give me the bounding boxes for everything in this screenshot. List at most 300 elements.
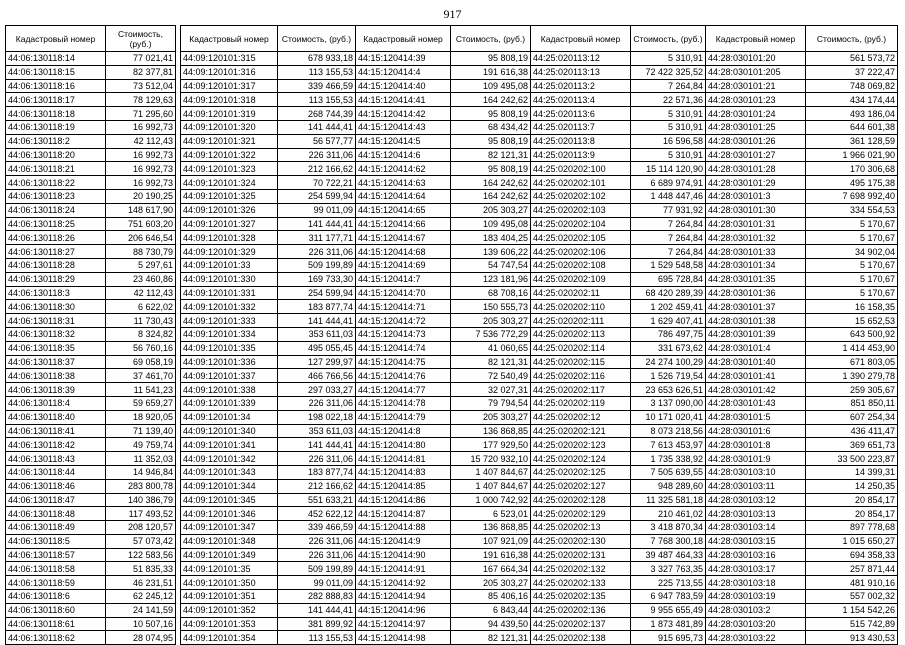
cost-cell: 117 493,52 [106, 507, 176, 521]
table-row [181, 79, 356, 93]
cadastral-number-cell: 44:28:030101:3 [706, 189, 806, 203]
cadastral-number-cell: 44:06:130118:25 [6, 217, 106, 231]
table-row [6, 134, 176, 148]
cost-cell: 183 877,74 [278, 465, 356, 479]
cost-cell: 183 404,25 [451, 231, 531, 245]
cost-cell: 20 854,17 [806, 507, 898, 521]
table-row [706, 548, 898, 562]
cadastral-number-cell: 44:06:130118:35 [6, 341, 106, 355]
cadastral-number-cell: 44:25:020202:109 [531, 272, 631, 286]
cost-cell: 139 606,22 [451, 245, 531, 259]
table-row [531, 383, 706, 397]
table-row [181, 534, 356, 548]
cost-cell: 353 611,03 [278, 327, 356, 341]
cadastral-number-cell: 44:09:120101:321 [181, 134, 278, 148]
cost-cell: 1 629 407,41 [631, 314, 706, 328]
cadastral-number-cell: 44:09:120101:348 [181, 534, 278, 548]
header-cost: Стоимость, (руб.) [631, 26, 706, 52]
cost-cell: 282 888,83 [278, 590, 356, 604]
cadastral-number-cell: 44:06:130118:19 [6, 120, 106, 134]
cadastral-number-cell: 44:06:130118:28 [6, 258, 106, 272]
table-row [356, 79, 531, 93]
table-row [356, 327, 531, 341]
cost-cell: 551 633,21 [278, 493, 356, 507]
table-row [356, 314, 531, 328]
table-row [531, 590, 706, 604]
cost-cell: 205 303,27 [451, 410, 531, 424]
cost-cell: 141 444,41 [278, 120, 356, 134]
table-row [706, 93, 898, 107]
cost-cell: 915 695,73 [631, 631, 706, 645]
cadastral-number-cell: 44:09:120101:315 [181, 52, 278, 66]
cadastral-number-cell: 44:06:130118:41 [6, 424, 106, 438]
table-row [6, 521, 176, 535]
cadastral-number-cell: 44:06:130118:32 [6, 327, 106, 341]
table-row [181, 452, 356, 466]
cadastral-number-cell: 44:25:020202:138 [531, 631, 631, 645]
cost-cell: 3 418 870,34 [631, 521, 706, 535]
cost-cell: 150 555,73 [451, 300, 531, 314]
cadastral-number-cell: 44:06:130118:17 [6, 93, 106, 107]
table-row [706, 576, 898, 590]
cost-cell: 164 242,62 [451, 189, 531, 203]
cadastral-number-cell: 44:15:120414:4 [356, 65, 451, 79]
table-row [181, 258, 356, 272]
cadastral-number-cell: 44:25:020202:131 [531, 548, 631, 562]
cost-cell: 41 060,65 [451, 341, 531, 355]
cost-cell: 170 306,68 [806, 162, 898, 176]
cost-cell: 226 311,06 [278, 245, 356, 259]
cost-cell: 1 414 453,90 [806, 341, 898, 355]
cadastral-number-cell: 44:28:030101:205 [706, 65, 806, 79]
cadastral-number-cell: 44:28:030101:34 [706, 258, 806, 272]
cadastral-number-cell: 44:25:020202:124 [531, 452, 631, 466]
table-row [181, 189, 356, 203]
table-row [356, 576, 531, 590]
cadastral-number-cell: 44:09:120101:335 [181, 341, 278, 355]
cost-cell: 15 652,53 [806, 314, 898, 328]
table-row [706, 148, 898, 162]
cadastral-table [180, 25, 356, 645]
cadastral-number-cell: 44:15:120414:64 [356, 189, 451, 203]
cost-cell: 671 803,05 [806, 355, 898, 369]
table-row [6, 369, 176, 383]
cost-cell: 77 931,92 [631, 203, 706, 217]
table-row [531, 65, 706, 79]
cost-cell: 311 177,71 [278, 231, 356, 245]
cadastral-number-cell: 44:25:020202:135 [531, 590, 631, 604]
cadastral-number-cell: 44:15:120414:90 [356, 548, 451, 562]
cost-cell: 226 311,06 [278, 452, 356, 466]
cost-cell: 1 407 844,67 [451, 465, 531, 479]
cadastral-number-cell: 44:28:030101:20 [706, 52, 806, 66]
cadastral-number-cell: 44:28:030103:14 [706, 521, 806, 535]
cost-cell: 95 808,19 [451, 134, 531, 148]
table-row [356, 217, 531, 231]
header-cost: Стоимость, (руб.) [451, 26, 531, 52]
table-row [6, 327, 176, 341]
table-row [6, 272, 176, 286]
table-row [6, 79, 176, 93]
cadastral-number-cell: 44:25:020202:132 [531, 562, 631, 576]
table-row [181, 107, 356, 121]
cadastral-number-cell: 44:28:030101:38 [706, 314, 806, 328]
table-row [706, 562, 898, 576]
cadastral-number-cell: 44:09:120101:326 [181, 203, 278, 217]
cost-cell: 5 310,91 [631, 52, 706, 66]
table-row [356, 548, 531, 562]
table-row [356, 341, 531, 355]
cadastral-number-cell: 44:06:130118:22 [6, 176, 106, 190]
cadastral-tables [5, 25, 900, 643]
cadastral-number-cell: 44:25:020202:12 [531, 410, 631, 424]
cost-cell: 78 129,63 [106, 93, 176, 107]
cadastral-number-cell: 44:28:030101:36 [706, 286, 806, 300]
table-row [531, 176, 706, 190]
table-row [531, 355, 706, 369]
cadastral-number-cell: 44:06:130118:24 [6, 203, 106, 217]
cost-cell: 339 466,59 [278, 521, 356, 535]
table-row [706, 258, 898, 272]
table-row [531, 507, 706, 521]
cost-cell: 6 622,02 [106, 300, 176, 314]
table-row [356, 93, 531, 107]
cost-cell: 71 295,60 [106, 107, 176, 121]
cost-cell: 95 808,19 [451, 107, 531, 121]
cadastral-number-cell: 44:09:120101:327 [181, 217, 278, 231]
cadastral-number-cell: 44:06:130118:44 [6, 465, 106, 479]
cost-cell: 16 992,73 [106, 176, 176, 190]
table-row [706, 534, 898, 548]
cadastral-number-cell: 44:09:120101:344 [181, 479, 278, 493]
cadastral-number-cell: 44:25:020202:101 [531, 176, 631, 190]
cost-cell: 283 800,78 [106, 479, 176, 493]
cost-cell: 136 868,85 [451, 521, 531, 535]
table-row [181, 548, 356, 562]
table-row [531, 617, 706, 631]
cadastral-number-cell: 44:09:120101:340 [181, 424, 278, 438]
table-row [6, 65, 176, 79]
cost-cell: 20 190,25 [106, 189, 176, 203]
cadastral-number-cell: 44:06:130118:60 [6, 603, 106, 617]
table-row [356, 148, 531, 162]
cost-cell: 73 512,04 [106, 79, 176, 93]
cost-cell: 14 946,84 [106, 465, 176, 479]
table-row [531, 162, 706, 176]
cadastral-number-cell: 44:15:120414:69 [356, 258, 451, 272]
cost-cell: 51 835,33 [106, 562, 176, 576]
table-row [531, 231, 706, 245]
table-row [706, 120, 898, 134]
cost-cell: 369 651,73 [806, 438, 898, 452]
cadastral-table [705, 25, 898, 645]
cost-cell: 210 461,02 [631, 507, 706, 521]
table-row [356, 562, 531, 576]
table-row [356, 176, 531, 190]
cost-cell: 18 920,05 [106, 410, 176, 424]
cost-cell: 11 730,43 [106, 314, 176, 328]
cadastral-number-cell: 44:15:120414:86 [356, 493, 451, 507]
cadastral-number-cell: 44:06:130118:29 [6, 272, 106, 286]
table-row [531, 120, 706, 134]
cadastral-number-cell: 44:09:120101:338 [181, 383, 278, 397]
cost-cell: 5 310,91 [631, 148, 706, 162]
cadastral-number-cell: 44:28:030101:6 [706, 424, 806, 438]
table-row [356, 258, 531, 272]
table-row [531, 203, 706, 217]
table-row [6, 576, 176, 590]
cadastral-number-cell: 44:06:130118:42 [6, 438, 106, 452]
table-row [6, 189, 176, 203]
cadastral-number-cell: 44:09:120101:35 [181, 562, 278, 576]
table-row [706, 52, 898, 66]
table-row [356, 107, 531, 121]
cadastral-table [5, 25, 176, 645]
cadastral-number-cell: 44:15:120414:39 [356, 52, 451, 66]
table-row [181, 245, 356, 259]
cadastral-number-cell: 44:28:030101:21 [706, 79, 806, 93]
cost-cell: 85 406,16 [451, 590, 531, 604]
table-row [531, 452, 706, 466]
table-row [706, 245, 898, 259]
cadastral-number-cell: 44:15:120414:42 [356, 107, 451, 121]
cadastral-number-cell: 44:15:120414:63 [356, 176, 451, 190]
table-row [6, 231, 176, 245]
cadastral-number-cell: 44:09:120101:337 [181, 369, 278, 383]
table-row [181, 231, 356, 245]
cadastral-number-cell: 44:25:020202:111 [531, 314, 631, 328]
cost-cell: 206 646,54 [106, 231, 176, 245]
cadastral-number-cell: 44:09:120101:342 [181, 452, 278, 466]
cost-cell: 257 871,44 [806, 562, 898, 576]
cost-cell: 1 529 548,58 [631, 258, 706, 272]
table-row [706, 603, 898, 617]
cadastral-number-cell: 44:15:120414:65 [356, 203, 451, 217]
cost-cell: 1 202 459,41 [631, 300, 706, 314]
cadastral-number-cell: 44:06:130118:38 [6, 369, 106, 383]
table-row [6, 396, 176, 410]
cadastral-number-cell: 44:28:030103:10 [706, 465, 806, 479]
cadastral-number-cell: 44:28:030101:42 [706, 383, 806, 397]
table-row [6, 479, 176, 493]
cadastral-number-cell: 44:09:120101:320 [181, 120, 278, 134]
cadastral-number-cell: 44:09:120101:34 [181, 410, 278, 424]
cadastral-number-cell: 44:25:020113:7 [531, 120, 631, 134]
table-row [706, 327, 898, 341]
table-row [706, 286, 898, 300]
table-row [181, 148, 356, 162]
cadastral-number-cell: 44:15:120414:70 [356, 286, 451, 300]
cadastral-number-cell: 44:15:120414:73 [356, 327, 451, 341]
cost-cell: 24 274 100,29 [631, 355, 706, 369]
cadastral-number-cell: 44:06:130118:57 [6, 548, 106, 562]
cadastral-number-cell: 44:15:120414:97 [356, 617, 451, 631]
cadastral-number-cell: 44:28:030103:12 [706, 493, 806, 507]
cost-cell: 948 289,60 [631, 479, 706, 493]
cadastral-number-cell: 44:25:020202:130 [531, 534, 631, 548]
table-row [6, 217, 176, 231]
cadastral-number-cell: 44:15:120414:66 [356, 217, 451, 231]
cost-cell: 268 744,39 [278, 107, 356, 121]
cadastral-number-cell: 44:15:120414:98 [356, 631, 451, 645]
cadastral-number-cell: 44:09:120101:349 [181, 548, 278, 562]
cadastral-number-cell: 44:06:130118:15 [6, 65, 106, 79]
cost-cell: 99 011,09 [278, 576, 356, 590]
cost-cell: 82 121,31 [451, 148, 531, 162]
cadastral-number-cell: 44:15:120414:87 [356, 507, 451, 521]
cadastral-number-cell: 44:25:020113:9 [531, 148, 631, 162]
cost-cell: 16 992,73 [106, 148, 176, 162]
cost-cell: 56 577,77 [278, 134, 356, 148]
table-row [181, 631, 356, 645]
cadastral-number-cell: 44:15:120414:71 [356, 300, 451, 314]
table-row [356, 534, 531, 548]
cadastral-number-cell: 44:28:030101:9 [706, 452, 806, 466]
cadastral-number-cell: 44:25:020202:106 [531, 245, 631, 259]
cost-cell: 353 611,03 [278, 424, 356, 438]
table-row [356, 300, 531, 314]
cost-cell: 205 303,27 [451, 203, 531, 217]
cost-cell: 6 947 783,59 [631, 590, 706, 604]
cost-cell: 434 174,44 [806, 93, 898, 107]
cost-cell: 88 730,79 [106, 245, 176, 259]
cost-cell: 113 155,53 [278, 631, 356, 645]
table-row [706, 396, 898, 410]
table-row [356, 355, 531, 369]
cadastral-number-cell: 44:06:130118:18 [6, 107, 106, 121]
table-row [706, 134, 898, 148]
cadastral-number-cell: 44:25:020202:100 [531, 162, 631, 176]
cadastral-number-cell: 44:15:120414:74 [356, 341, 451, 355]
table-row [706, 631, 898, 645]
cadastral-number-cell: 44:25:020202:117 [531, 383, 631, 397]
cadastral-number-cell: 44:15:120414:68 [356, 245, 451, 259]
cadastral-number-cell: 44:09:120101:336 [181, 355, 278, 369]
cost-cell: 5 170,67 [806, 258, 898, 272]
table-row [181, 465, 356, 479]
cadastral-number-cell: 44:06:130118:59 [6, 576, 106, 590]
cadastral-number-cell: 44:28:030101:8 [706, 438, 806, 452]
cadastral-number-cell: 44:06:130118:58 [6, 562, 106, 576]
table-row [356, 493, 531, 507]
cost-cell: 23 653 626,51 [631, 383, 706, 397]
cost-cell: 79 794,54 [451, 396, 531, 410]
table-row [6, 590, 176, 604]
table-row [531, 603, 706, 617]
cost-cell: 5 170,67 [806, 231, 898, 245]
table-row [356, 424, 531, 438]
cadastral-number-cell: 44:09:120101:352 [181, 603, 278, 617]
cadastral-number-cell: 44:09:120101:341 [181, 438, 278, 452]
cost-cell: 7 264,84 [631, 79, 706, 93]
table-row [531, 341, 706, 355]
cost-cell: 191 616,38 [451, 548, 531, 562]
cost-cell: 95 808,19 [451, 52, 531, 66]
table-row [531, 189, 706, 203]
table-row [6, 176, 176, 190]
table-row [531, 327, 706, 341]
cost-cell: 205 303,27 [451, 314, 531, 328]
cadastral-number-cell: 44:28:030103:11 [706, 479, 806, 493]
table-row [6, 603, 176, 617]
cadastral-number-cell: 44:06:130118:26 [6, 231, 106, 245]
cost-cell: 297 033,27 [278, 383, 356, 397]
cadastral-number-cell: 44:28:030101:4 [706, 341, 806, 355]
cadastral-number-cell: 44:28:030103:22 [706, 631, 806, 645]
table-row [181, 603, 356, 617]
cadastral-number-cell: 44:25:020113:4 [531, 93, 631, 107]
cadastral-number-cell: 44:09:120101:323 [181, 162, 278, 176]
cadastral-number-cell: 44:09:120101:33 [181, 258, 278, 272]
table-row [706, 79, 898, 93]
cadastral-number-cell: 44:25:020202:113 [531, 327, 631, 341]
cadastral-number-cell: 44:28:030101:31 [706, 217, 806, 231]
table-row [706, 465, 898, 479]
table-row [706, 507, 898, 521]
cadastral-number-cell: 44:15:120414:79 [356, 410, 451, 424]
cost-cell: 495 055,45 [278, 341, 356, 355]
cadastral-number-cell: 44:28:030101:25 [706, 120, 806, 134]
table-row [6, 162, 176, 176]
table-row [356, 507, 531, 521]
table-row [181, 521, 356, 535]
cadastral-number-cell: 44:15:120414:80 [356, 438, 451, 452]
table-row [6, 383, 176, 397]
cost-cell: 331 673,62 [631, 341, 706, 355]
cost-cell: 678 933,18 [278, 52, 356, 66]
cadastral-number-cell: 44:09:120101:350 [181, 576, 278, 590]
table-row [706, 493, 898, 507]
cadastral-number-cell: 44:25:020113:12 [531, 52, 631, 66]
cadastral-number-cell: 44:28:030103:17 [706, 562, 806, 576]
cadastral-number-cell: 44:09:120101:339 [181, 396, 278, 410]
cadastral-number-cell: 44:25:020202:123 [531, 438, 631, 452]
cost-cell: 1 966 021,90 [806, 148, 898, 162]
header-cost: Стоимость, (руб.) [806, 26, 898, 52]
cadastral-number-cell: 44:25:020202:110 [531, 300, 631, 314]
table-row [181, 383, 356, 397]
cost-cell: 10 507,16 [106, 617, 176, 631]
cost-cell: 59 659,27 [106, 396, 176, 410]
header-cadastral-number: Кадастровый номер [531, 26, 631, 52]
table-row [531, 534, 706, 548]
cadastral-number-cell: 44:28:030101:29 [706, 176, 806, 190]
cadastral-number-cell: 44:25:020202:119 [531, 396, 631, 410]
cadastral-number-cell: 44:09:120101:333 [181, 314, 278, 328]
cost-cell: 7 264,84 [631, 245, 706, 259]
cost-cell: 851 850,11 [806, 396, 898, 410]
cost-cell: 11 352,03 [106, 452, 176, 466]
cadastral-number-cell: 44:09:120101:343 [181, 465, 278, 479]
table-row [706, 314, 898, 328]
cost-cell: 39 487 464,33 [631, 548, 706, 562]
table-row [706, 203, 898, 217]
cost-cell: 1 390 279,78 [806, 369, 898, 383]
cadastral-number-cell: 44:28:030101:37 [706, 300, 806, 314]
table-row [706, 107, 898, 121]
cost-cell: 141 444,41 [278, 217, 356, 231]
header-cost: Стоимость, (руб.) [278, 26, 356, 52]
cadastral-number-cell: 44:28:030101:32 [706, 231, 806, 245]
table-row [181, 162, 356, 176]
cadastral-number-cell: 44:25:020113:13 [531, 65, 631, 79]
table-row [181, 314, 356, 328]
cost-cell: 32 027,31 [451, 383, 531, 397]
cost-cell: 141 444,41 [278, 438, 356, 452]
cadastral-number-cell: 44:09:120101:325 [181, 189, 278, 203]
cost-cell: 11 541,23 [106, 383, 176, 397]
cadastral-number-cell: 44:15:120414:91 [356, 562, 451, 576]
